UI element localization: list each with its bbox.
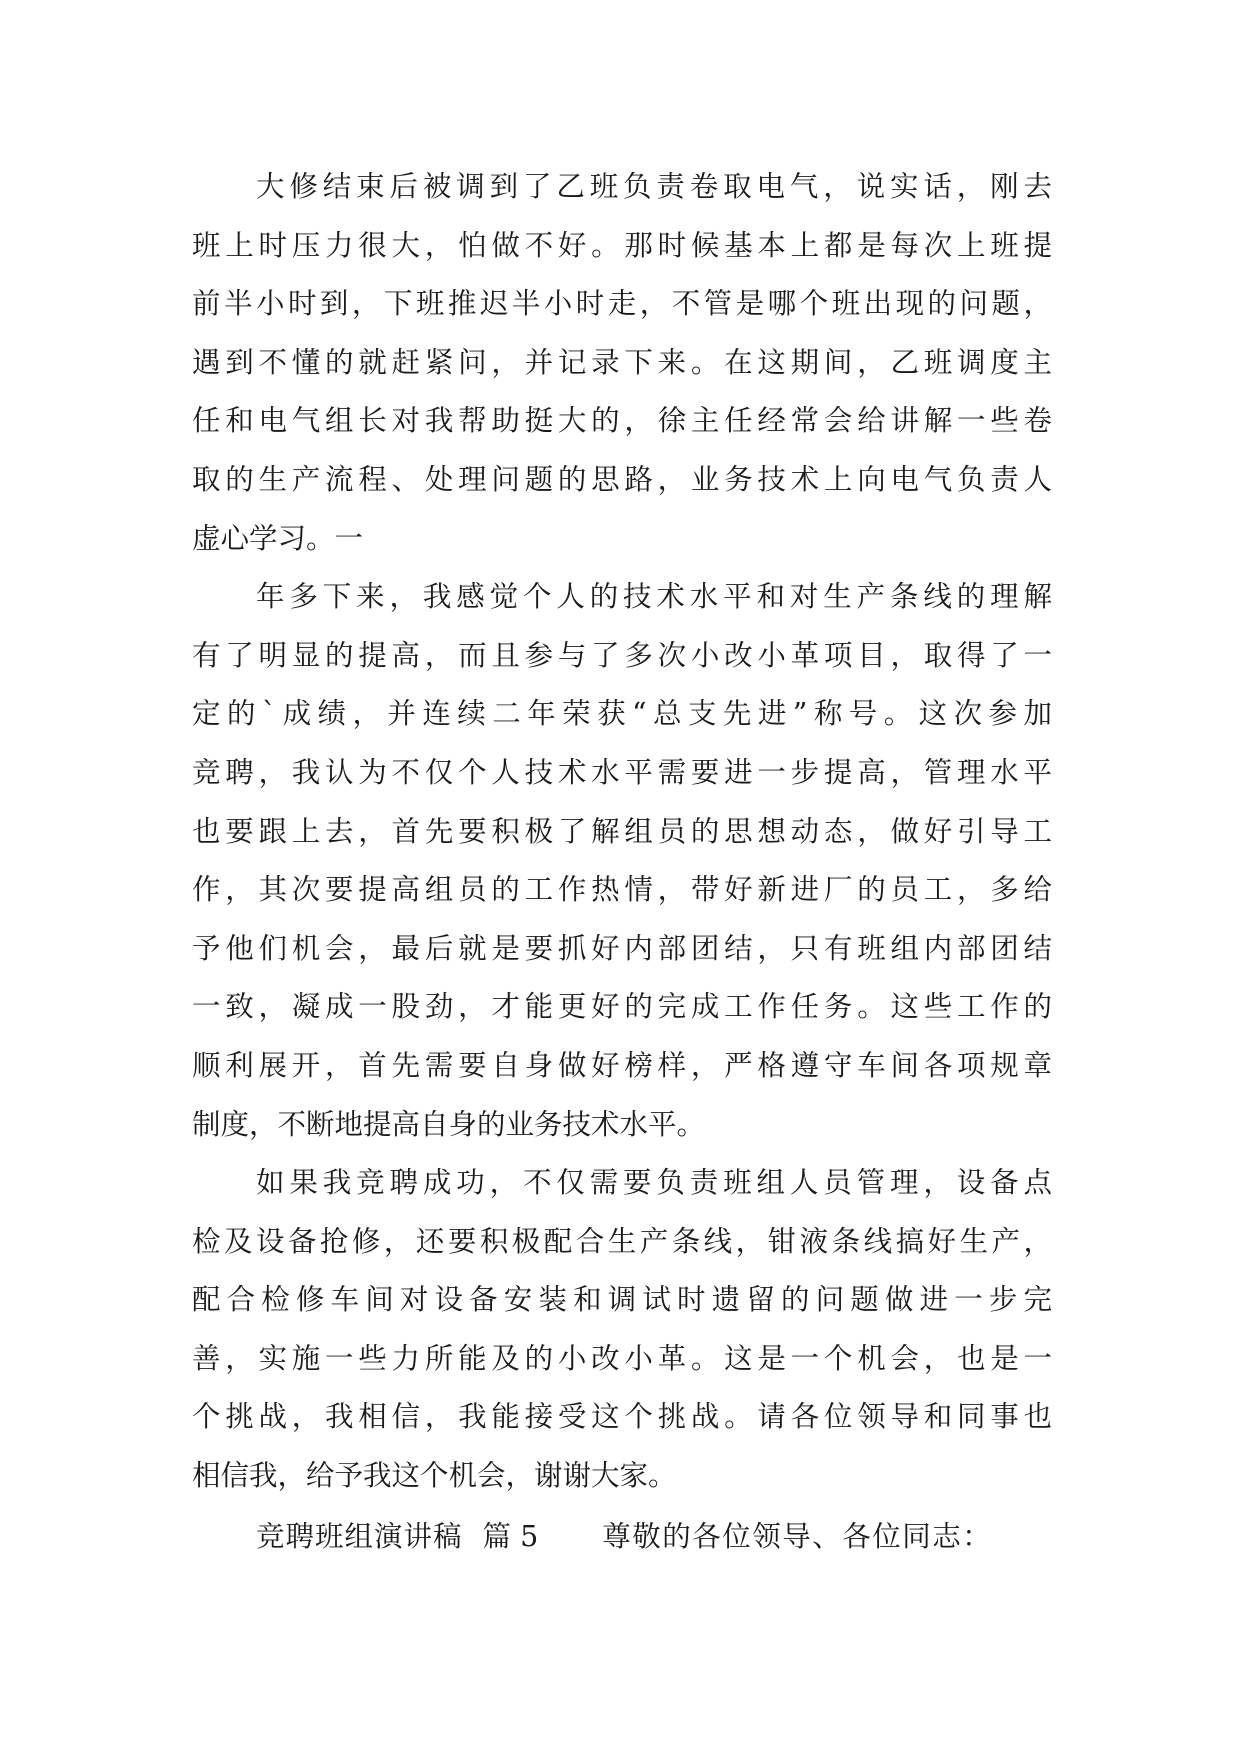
text-line: 有了明显的提高，而且参与了多次小改小革项目，取得了一 — [192, 638, 1052, 672]
text-line: 如果我竞聘成功，不仅需要负责班组人员管理，设备点 — [256, 1166, 1052, 1200]
text-line: 大修结束后被调到了乙班负责卷取电气，说实话，刚去 — [256, 170, 1052, 203]
text-line: 遇到不懂的就赶紧问，并记录下来。在这期间，乙班调度主 — [192, 345, 1052, 379]
text-line: 制度，不断地提高自身的业务技术水平。 — [192, 1107, 706, 1141]
text-line: 定的`成绩，并连续二年荣获“总支先进”称号。这次参加 — [192, 697, 1052, 731]
paragraph — [192, 158, 1052, 568]
text-line: 年多下来，我感觉个人的技术水平和对生产条线的理解 — [256, 580, 1052, 614]
text-line: 顺利展开，首先需要自身做好榜样，严格遵守车间各项规章 — [192, 1048, 1052, 1082]
paragraph — [192, 568, 1052, 1154]
document-body — [192, 158, 1052, 1564]
text-line: 相信我，给予我这个机会，谢谢大家。 — [192, 1459, 677, 1493]
text-line: 配合检修车间对设备安装和调试时遗留的问题做进一步完 — [192, 1283, 1052, 1317]
paragraph — [192, 1154, 1052, 1506]
text-line: 任和电气组长对我帮助挺大的，徐主任经常会给讲解一些卷 — [192, 404, 1052, 438]
text-line: 也要跟上去，首先要积极了解组员的思想动态，做好引导工 — [192, 814, 1052, 848]
text-line: 善，实施一些力所能及的小改小革。这是一个机会，也是一 — [192, 1341, 1052, 1375]
text-line: 竞聘，我认为不仅个人技术水平需要进一步提高，管理水平 — [192, 755, 1052, 789]
text-line: 予他们机会，最后就是要抓好内部团结，只有班组内部团结 — [192, 931, 1052, 965]
text-line: 前半小时到，下班推迟半小时走，不管是哪个班出现的问题， — [192, 287, 1052, 321]
section-heading — [192, 1506, 1052, 1565]
text-line: 虚心学习。一 — [192, 521, 364, 555]
text-line: 检及设备抢修，还要积极配合生产条线，钳液条线搞好生产， — [192, 1224, 1052, 1258]
heading-title: 竞聘班组演讲稿 — [256, 1520, 463, 1554]
text-line: 取的生产流程、处理问题的思路，业务技术上向电气负责人 — [192, 462, 1052, 496]
text-line: 一致，凝成一股劲，才能更好的完成工作任务。这些工作的 — [192, 990, 1052, 1024]
heading-number: 篇 5 — [482, 1520, 539, 1554]
text-line: 班上时压力很大，怕做不好。那时候基本上都是每次上班提 — [192, 228, 1052, 262]
text-line: 个挑战，我相信，我能接受这个挑战。请各位领导和同事也 — [192, 1400, 1052, 1434]
heading-greeting: 尊敬的各位领导、各位同志： — [602, 1520, 993, 1554]
text-line: 作，其次要提高组员的工作热情，带好新进厂的员工，多给 — [192, 873, 1052, 907]
